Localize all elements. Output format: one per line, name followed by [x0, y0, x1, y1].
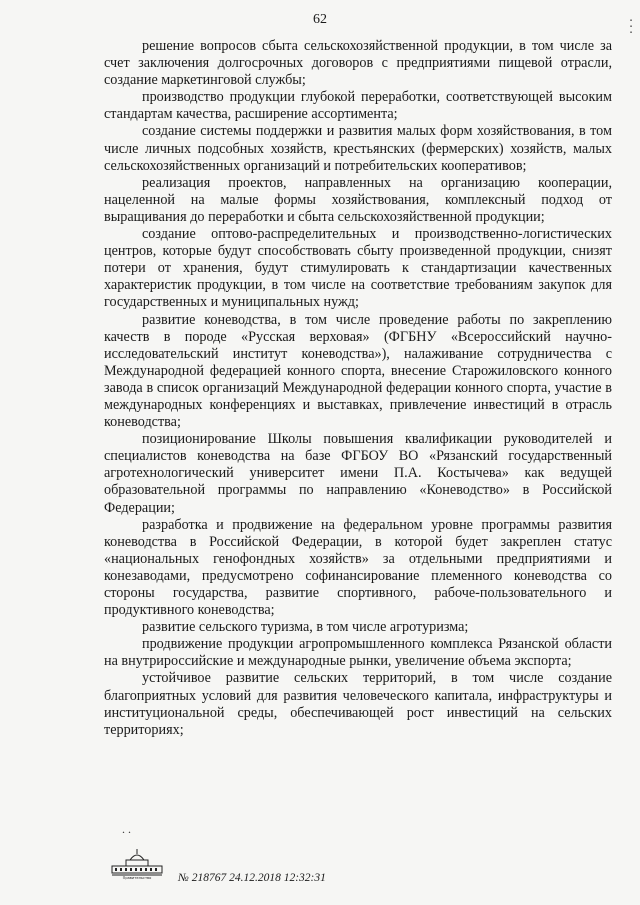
edge-scan-mark: ▪▪▪ — [628, 18, 634, 36]
paragraph-small-farms: создание системы поддержки и развития малых форм хозяйствования, в том числе личных подсобных хозяйств, крестьянских (фермерских) хозяйств, малых сельскохозяйственных организаций и потребительских кооперативов; — [104, 123, 612, 174]
registration-stamp: № 218767 24.12.2018 12:32:31 — [178, 872, 326, 884]
paragraph-deep-processing: производство продукции глубокой переработки, соответствующей высоким стандартам качества, расширение ассортимента; — [104, 89, 612, 123]
paragraph-export: продвижение продукции агропромышленного комплекса Рязанской области на внутрироссийские и международные рынки, увеличение объема экспорта; — [104, 636, 612, 670]
seal-caption: Правительство — [122, 876, 152, 880]
paragraph-school: позиционирование Школы повышения квалификации руководителей и специалистов коневодства на базе ФГБОУ ВО «Рязанский государственный агротехнологический университет имени П.А. Костычева» как ведущей образовательной программы по направлению «Коневодство» в Российской Федерации; — [104, 431, 612, 516]
paragraph-cooperation: реализация проектов, направленных на организацию кооперации, нацеленной на малые формы хозяйствования, комплексный подход от выращивания до переработки и сбыта сельскохозяйственной продукции; — [104, 174, 612, 225]
paragraph-rural-development: устойчивое развитие сельских территорий, в том числе создание благоприятных условий для развития человеческого капитала, инфраструктуры и институциональной среды, обеспечивающей рост инвестиций на сельских территориях; — [104, 670, 612, 738]
paragraph-tourism: развитие сельского туризма, в том числе агротуризма; — [142, 619, 469, 636]
paragraph-horse-breeding: развитие коневодства, в том числе проведение работы по закреплению качеств в породе «Русская верховая» (ФГБНУ «Всероссийский научно-исследовательский институт коневодства»), налаживание сотрудничества с Международной федерацией конного спорта, внесение Старожиловского конного завода в список организаций Международной федерации конного спорта, участие в международных конференциях и выставках, привлечение инвестиций в отрасль коневодства; — [104, 311, 612, 431]
stray-marks: . . — [122, 822, 131, 836]
paragraph-logistics: создание оптово-распределительных и производственно-логистических центров, которые будут способствовать сбыту произведенной продукции, снизят потери от хранения, будут стимулировать к стандартизации качественных характеристик продукции, в том числе на соответствие требованиям закупок для государственных и муниципальных нужд; — [104, 226, 612, 311]
body-text — [104, 38, 612, 739]
government-seal-icon — [108, 846, 166, 880]
paragraph-sales: решение вопросов сбыта сельскохозяйственной продукции, в том числе за счет заключения долгосрочных договоров с предприятиями пищевой отрасли, создание маркетинговой службы; — [104, 38, 612, 89]
page-number: 62 — [313, 12, 327, 27]
paragraph-federal-program: разработка и продвижение на федеральном уровне программы развития коневодства в Российской Федерации, в которой будет закреплен статус «национальных генофондных хозяйств» за отдельными предприятиями и конезаводами, предусмотрено софинансирование племенного коневодства со стороны государства, развитие спортивного, рабоче-пользовательного и продуктивного коневодства; — [104, 516, 612, 619]
